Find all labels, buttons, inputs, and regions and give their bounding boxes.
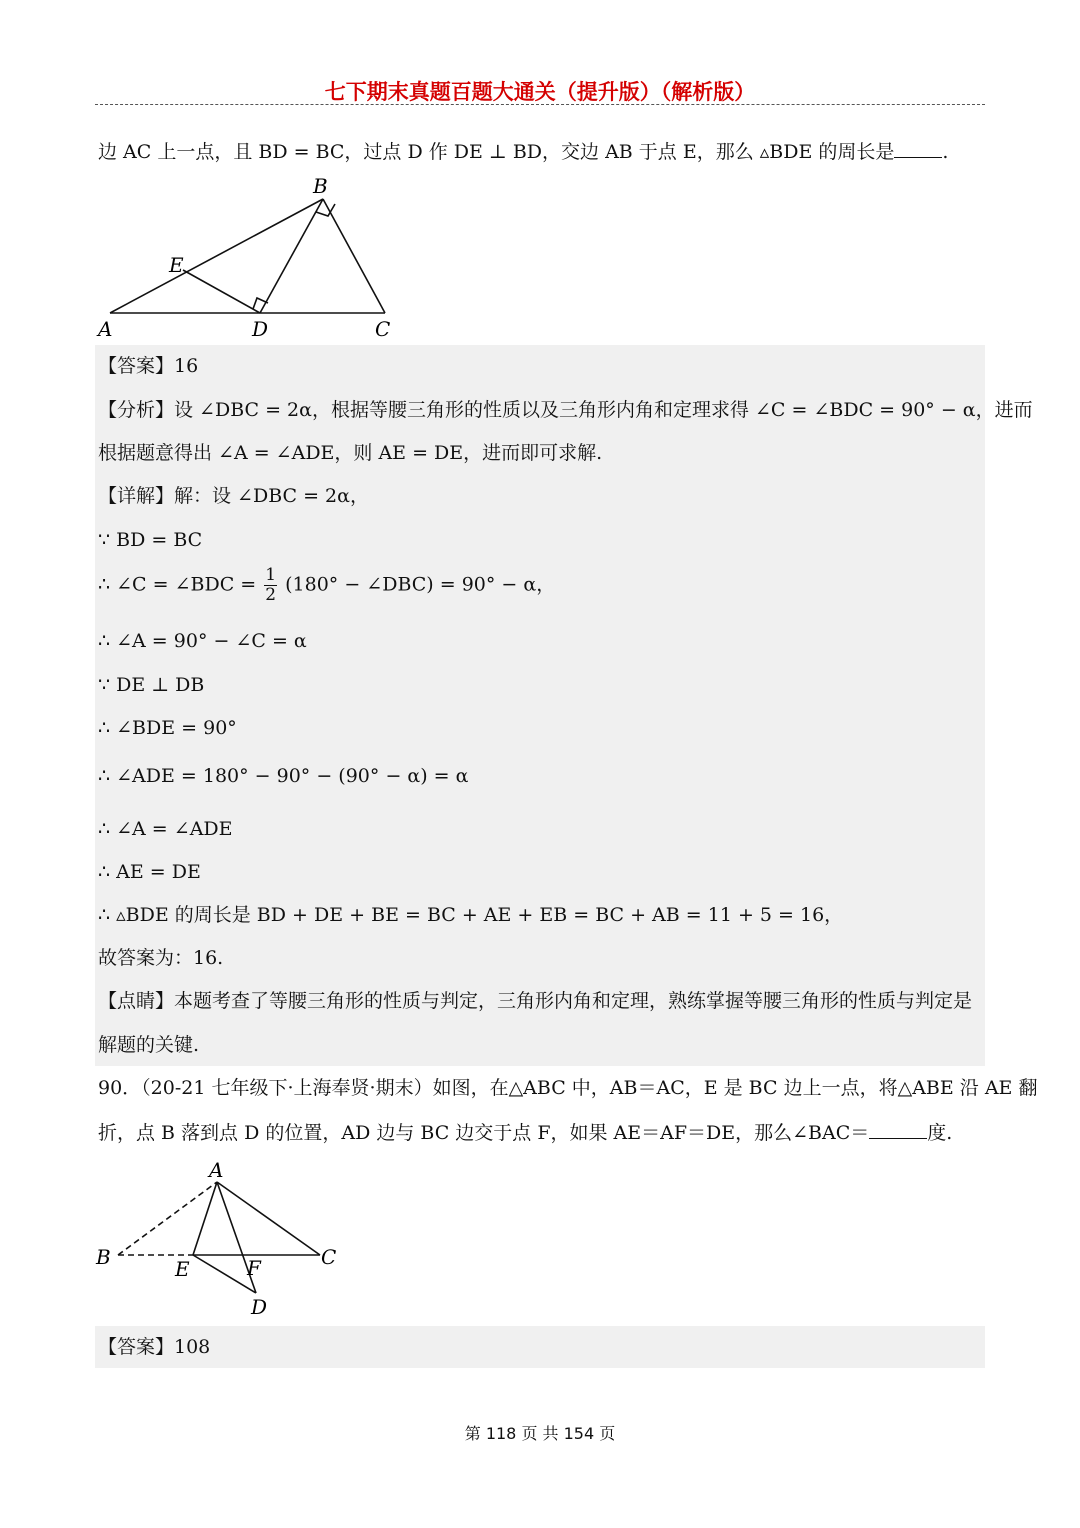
segment-ab-dashed [118,1182,217,1255]
q89-stem [98,141,948,162]
q89-stem-text: 边 AC 上一点，且 BD = BC，过点 D 作 DE ⊥ BD，交边 AB 于点 E，那么 ▵BDE 的周长是 [98,141,895,163]
q89-comment-line2: 解题的关键. [98,1034,200,1056]
q89-step9: ∴ ▵BDE 的周长是 BD + DE + BE = BC + AE + EB = BC + AB = 11 + 5 = 16， [98,904,844,926]
segment-de [183,270,260,313]
fraction-numerator: 1 [265,565,277,585]
q89-comment-line1: 【点睛】本题考查了等腰三角形的性质与判定，三角形内角和定理，熟练掌握等腰三角形的性质与判定是 [98,990,973,1012]
label-a: A [98,317,113,341]
q89-step3: ∴ ∠A = 90° − ∠C = α [98,630,307,652]
q89-detail-intro: 【详解】解：设 ∠DBC = 2α， [98,485,369,507]
q90-answer-blank [869,1122,927,1139]
q89-step2-left: ∴ ∠C = ∠BDC = [98,573,257,596]
label-f: F [247,1256,261,1280]
q89-step4: ∵ DE ⊥ DB [98,674,205,696]
label-d: D [251,1295,268,1319]
label-b: B [313,175,328,198]
segment-bc [323,199,385,313]
document-header-title: 七下期末真题百题大通关（提升版）（解析版） [324,80,756,104]
label-b: B [96,1245,111,1269]
q89-analysis-line2: 根据题意得出 ∠A = ∠ADE，则 AE = DE，进而即可求解. [98,442,603,464]
q89-stem-end: . [942,141,949,163]
label-d: D [252,317,269,341]
q90-stem-line1: 90．（20-21 七年级下·上海奉贤·期末）如图，在△ABC 中，AB＝AC，E 是 BC 边上一点，将△ABE 沿 AE 翻 [98,1077,1038,1099]
q89-step1: ∵ BD = BC [98,529,203,551]
q89-answer: 【答案】16 [98,355,199,377]
q90-solution-panel [95,1326,985,1368]
q89-analysis-line1: 【分析】设 ∠DBC = 2α，根据等腰三角形的性质以及三角形内角和定理求得 ∠C = ∠BDC = 90° − α，进而 [98,399,1033,421]
q89-conclusion: 故答案为：16. [98,947,224,969]
fraction-denominator: 2 [265,585,277,605]
segment-ae [193,1182,217,1255]
header-divider [95,104,985,105]
q89-answer-blank [894,141,942,158]
page-footer: 第 118 页 共 154 页 [464,1424,616,1443]
label-c: C [321,1245,337,1269]
q90-fold-figure [92,1155,352,1320]
q89-triangle-figure [95,175,405,345]
label-e: E [169,253,184,277]
q90-stem-line2 [98,1122,952,1143]
label-a: A [209,1158,224,1182]
q89-step6: ∴ ∠ADE = 180° − 90° − (90° − α) = α [98,765,469,787]
label-c: C [375,317,391,341]
q89-step5: ∴ ∠BDE = 90° [98,717,237,739]
label-e: E [175,1257,190,1281]
q90-stem-text: 折，点 B 落到点 D 的位置，AD 边与 BC 边交于点 F，如果 AE＝AF＝DE，那么∠BAC＝ [98,1122,870,1144]
q89-step2 [98,567,555,604]
q90-answer: 【答案】108 [98,1336,211,1358]
q89-step8: ∴ AE = DE [98,861,201,883]
one-half-fraction [264,567,277,604]
q89-step7: ∴ ∠A = ∠ADE [98,818,233,840]
segment-ac [217,1182,320,1255]
q90-stem-end: 度. [927,1122,953,1144]
q89-step2-right: (180° − ∠DBC) = 90° − α， [285,573,556,596]
